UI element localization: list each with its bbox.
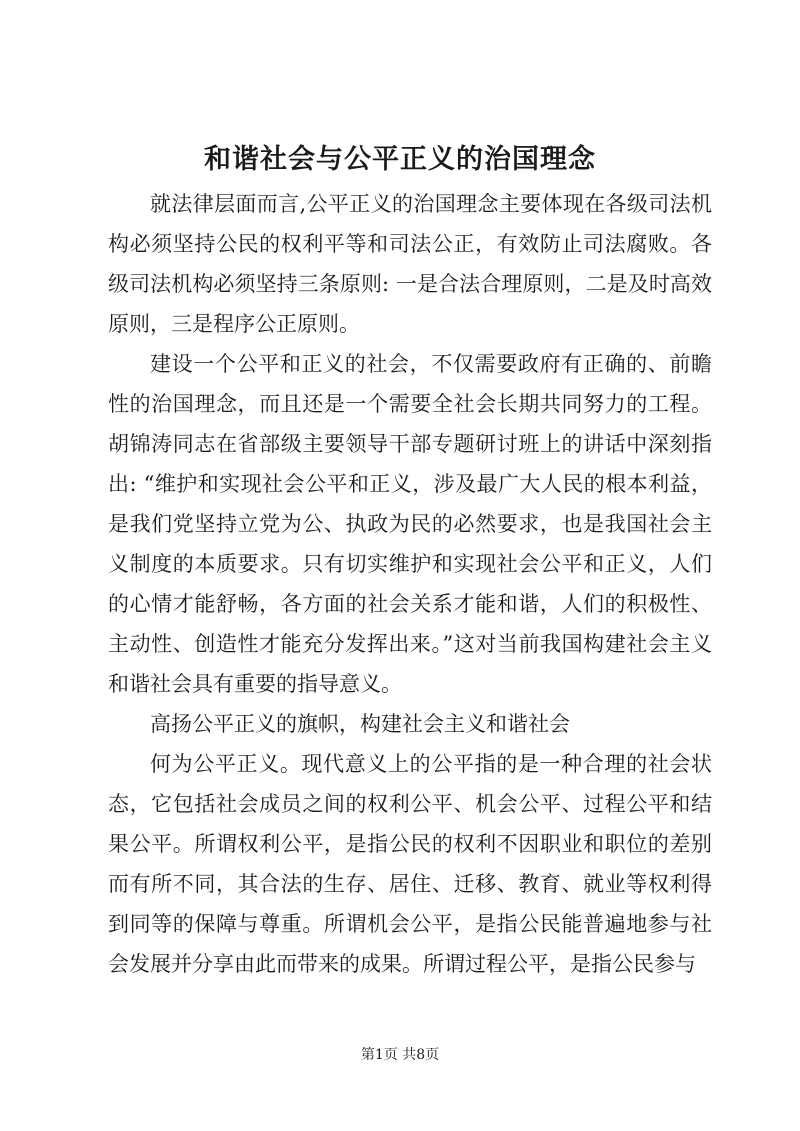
paragraph-4: 何为公平正义。现代意义上的公平指的是一种合理的社会状态，它包括社会成员之间的权利公平、机会公平、过程公平和结果公平。所谓权利公平，是指公民的权利不因职业和职位的差别而有所不同，其合法的生存、居住、迁移、教育、就业等权利得到同等的保障与尊重。所谓机会公平，是指公民能普遍地参与社会发展并分享由此而带来的成果。所谓过程公平，是指公民参与: [108, 752, 712, 976]
document-body: [108, 184, 712, 984]
document-title: 和谐社会与公平正义的治国理念: [204, 144, 596, 175]
paragraph-2: 建设一个公平和正义的社会，不仅需要政府有正确的、前瞻性的治国理念，而且还是一个需要全社会长期共同努力的工程。胡锦涛同志在省部级主要领导干部专题研讨班上的讲话中深刻指出: “维护和实现社会公平和正义，涉及最广大人民的根本利益，是我们党坚持立党为公、执政为民的必然要求，也是我国社会主义制度的本质要求。只有切实维护和实现社会公平和正义，人们的心情才能舒畅，各方面的社会关系才能和谐，人们的积极性、主动性、创造性才能充分发挥出来。”这对当前我国构建社会主义和谐社会具有重要的指导意义。: [108, 352, 712, 696]
paragraph-1: 就法律层面而言,公平正义的治国理念主要体现在各级司法机构必须坚持公民的权利平等和司法公正，有效防止司法腐败。各级司法机构必须坚持三条原则: 一是合法合理原则，二是及时高效原则，三是程序公正原则。: [108, 192, 712, 336]
paragraph-3-heading: 高扬公平正义的旗帜，构建社会主义和谐社会: [150, 712, 570, 736]
page-footer: 第1页 共8页: [360, 1047, 440, 1063]
